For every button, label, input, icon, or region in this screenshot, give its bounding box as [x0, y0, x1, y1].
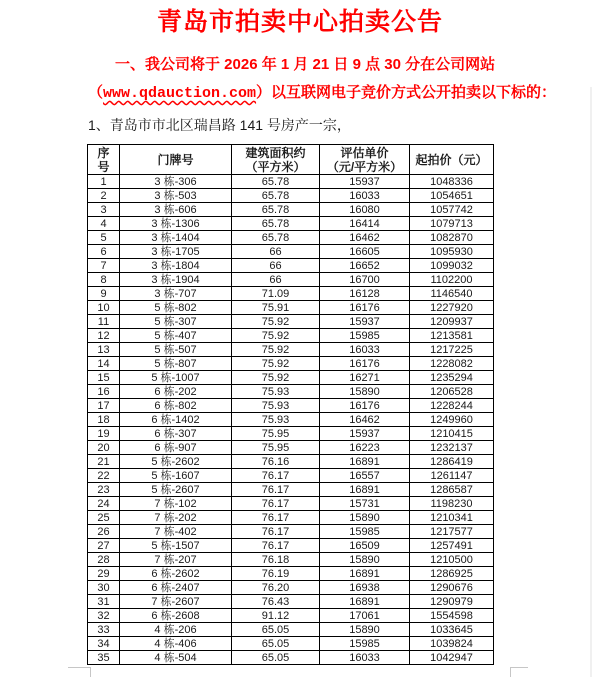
- cell-unit-price: 15937: [320, 427, 410, 441]
- cell-index: 7: [88, 259, 120, 273]
- cell-area: 75.92: [232, 315, 320, 329]
- cell-start-price: 1039824: [410, 637, 494, 651]
- cell-area: 75.93: [232, 385, 320, 399]
- cell-door-number: 5 栋-1007: [120, 371, 232, 385]
- cell-index: 27: [88, 539, 120, 553]
- cell-index: 30: [88, 581, 120, 595]
- table-row: [88, 553, 494, 567]
- cell-start-price: 1079713: [410, 217, 494, 231]
- cell-door-number: 5 栋-407: [120, 329, 232, 343]
- cell-door-number: 5 栋-1507: [120, 539, 232, 553]
- cell-area: 76.16: [232, 455, 320, 469]
- cell-unit-price: 17061: [320, 609, 410, 623]
- cell-start-price: 1235294: [410, 371, 494, 385]
- cell-unit-price: 15937: [320, 175, 410, 189]
- cell-start-price: 1146540: [410, 287, 494, 301]
- column-header-index-line1: 序: [97, 145, 110, 160]
- table-row: [88, 231, 494, 245]
- cell-door-number: 3 栋-1705: [120, 245, 232, 259]
- page-margin-corner-left: [68, 667, 91, 677]
- table-row: [88, 511, 494, 525]
- cell-unit-price: 16891: [320, 483, 410, 497]
- cell-unit-price: 16033: [320, 343, 410, 357]
- table-row: [88, 175, 494, 189]
- cell-door-number: 5 栋-507: [120, 343, 232, 357]
- cell-start-price: 1082870: [410, 231, 494, 245]
- column-header-index-line2: 号: [97, 159, 110, 174]
- cell-index: 5: [88, 231, 120, 245]
- cell-door-number: 6 栋-1402: [120, 413, 232, 427]
- table-row: [88, 455, 494, 469]
- cell-index: 8: [88, 273, 120, 287]
- cell-door-number: 7 栋-207: [120, 553, 232, 567]
- table-row: [88, 623, 494, 637]
- cell-start-price: 1057742: [410, 203, 494, 217]
- cell-unit-price: 16033: [320, 651, 410, 665]
- cell-index: 13: [88, 343, 120, 357]
- column-header-index: [88, 145, 120, 175]
- cell-index: 2: [88, 189, 120, 203]
- cell-start-price: 1095930: [410, 245, 494, 259]
- page-margin-corner-right: [510, 667, 528, 677]
- cell-area: 76.43: [232, 595, 320, 609]
- cell-door-number: 3 栋-707: [120, 287, 232, 301]
- cell-index: 33: [88, 623, 120, 637]
- cell-door-number: 4 栋-504: [120, 651, 232, 665]
- auction-website-link[interactable]: www.qdauction.com: [103, 85, 257, 102]
- cell-unit-price: 16891: [320, 595, 410, 609]
- cell-start-price: 1217225: [410, 343, 494, 357]
- cell-start-price: 1249960: [410, 413, 494, 427]
- cell-index: 14: [88, 357, 120, 371]
- cell-door-number: 7 栋-402: [120, 525, 232, 539]
- cell-unit-price: 16176: [320, 301, 410, 315]
- cell-start-price: 1286925: [410, 567, 494, 581]
- cell-start-price: 1257491: [410, 539, 494, 553]
- cell-area: 65.78: [232, 203, 320, 217]
- cell-area: 71.09: [232, 287, 320, 301]
- cell-door-number: 3 栋-1404: [120, 231, 232, 245]
- table-row: [88, 469, 494, 483]
- table-row: [88, 441, 494, 455]
- cell-start-price: 1054651: [410, 189, 494, 203]
- cell-area: 75.92: [232, 343, 320, 357]
- cell-start-price: 1217577: [410, 525, 494, 539]
- cell-door-number: 3 栋-503: [120, 189, 232, 203]
- cell-start-price: 1286587: [410, 483, 494, 497]
- cell-unit-price: 16462: [320, 231, 410, 245]
- cell-start-price: 1554598: [410, 609, 494, 623]
- cell-area: 76.17: [232, 469, 320, 483]
- cell-start-price: 1290676: [410, 581, 494, 595]
- intro-line2: [88, 79, 557, 108]
- cell-start-price: 1048336: [410, 175, 494, 189]
- cell-index: 29: [88, 567, 120, 581]
- cell-door-number: 3 栋-1306: [120, 217, 232, 231]
- cell-index: 3: [88, 203, 120, 217]
- column-header-unit-price: [320, 145, 410, 175]
- column-header-area-line2: （平方米）: [245, 159, 306, 174]
- table-row: [88, 651, 494, 665]
- cell-door-number: 6 栋-202: [120, 385, 232, 399]
- table-row: [88, 497, 494, 511]
- cell-start-price: 1102200: [410, 273, 494, 287]
- cell-door-number: 5 栋-2607: [120, 483, 232, 497]
- cell-unit-price: 16176: [320, 357, 410, 371]
- table-row: [88, 413, 494, 427]
- cell-door-number: 5 栋-307: [120, 315, 232, 329]
- table-row: [88, 595, 494, 609]
- cell-unit-price: 16462: [320, 413, 410, 427]
- cell-unit-price: 15890: [320, 553, 410, 567]
- cell-door-number: 7 栋-202: [120, 511, 232, 525]
- cell-index: 20: [88, 441, 120, 455]
- item-heading: 1、青岛市市北区瑞昌路 141 号房产一宗，: [88, 117, 351, 133]
- page-edge-line: [590, 87, 592, 677]
- cell-start-price: 1042947: [410, 651, 494, 665]
- cell-area: 66: [232, 245, 320, 259]
- cell-area: 65.05: [232, 651, 320, 665]
- cell-door-number: 5 栋-802: [120, 301, 232, 315]
- cell-start-price: 1213581: [410, 329, 494, 343]
- cell-area: 65.05: [232, 637, 320, 651]
- cell-area: 75.92: [232, 329, 320, 343]
- table-row: [88, 399, 494, 413]
- cell-door-number: 6 栋-802: [120, 399, 232, 413]
- cell-door-number: 5 栋-2602: [120, 455, 232, 469]
- cell-area: 65.78: [232, 175, 320, 189]
- table-row: [88, 189, 494, 203]
- cell-area: 75.95: [232, 441, 320, 455]
- column-header-door-number: 门牌号: [120, 145, 232, 175]
- cell-unit-price: 16080: [320, 203, 410, 217]
- auction-table-body: [88, 175, 494, 665]
- column-header-unit-price-line1: 评估单价: [340, 145, 389, 160]
- cell-index: 24: [88, 497, 120, 511]
- cell-area: 76.18: [232, 553, 320, 567]
- cell-index: 15: [88, 371, 120, 385]
- cell-area: 75.95: [232, 427, 320, 441]
- cell-unit-price: 16128: [320, 287, 410, 301]
- cell-area: 66: [232, 273, 320, 287]
- cell-index: 19: [88, 427, 120, 441]
- cell-start-price: 1210415: [410, 427, 494, 441]
- cell-unit-price: 15731: [320, 497, 410, 511]
- cell-unit-price: 15985: [320, 637, 410, 651]
- cell-unit-price: 16700: [320, 273, 410, 287]
- cell-door-number: 3 栋-1804: [120, 259, 232, 273]
- table-row: [88, 203, 494, 217]
- cell-unit-price: 16938: [320, 581, 410, 595]
- cell-unit-price: 15985: [320, 525, 410, 539]
- cell-index: 21: [88, 455, 120, 469]
- table-row: [88, 371, 494, 385]
- table-row: [88, 567, 494, 581]
- cell-start-price: 1228082: [410, 357, 494, 371]
- table-row: [88, 385, 494, 399]
- table-row: [88, 525, 494, 539]
- cell-unit-price: 15890: [320, 623, 410, 637]
- cell-unit-price: 16033: [320, 189, 410, 203]
- cell-area: 65.78: [232, 231, 320, 245]
- cell-unit-price: 15890: [320, 511, 410, 525]
- cell-index: 26: [88, 525, 120, 539]
- table-row: [88, 245, 494, 259]
- cell-unit-price: 15937: [320, 315, 410, 329]
- cell-unit-price: 16271: [320, 371, 410, 385]
- cell-index: 22: [88, 469, 120, 483]
- cell-start-price: 1099032: [410, 259, 494, 273]
- cell-start-price: 1232137: [410, 441, 494, 455]
- table-row: [88, 329, 494, 343]
- cell-door-number: 6 栋-307: [120, 427, 232, 441]
- cell-start-price: 1206528: [410, 385, 494, 399]
- column-header-area-line1: 建筑面积约: [245, 145, 306, 160]
- cell-area: 66: [232, 259, 320, 273]
- cell-unit-price: 16891: [320, 567, 410, 581]
- cell-unit-price: 16605: [320, 245, 410, 259]
- cell-index: 18: [88, 413, 120, 427]
- cell-index: 34: [88, 637, 120, 651]
- cell-door-number: 5 栋-807: [120, 357, 232, 371]
- cell-index: 17: [88, 399, 120, 413]
- cell-index: 25: [88, 511, 120, 525]
- cell-unit-price: 16414: [320, 217, 410, 231]
- table-row: [88, 483, 494, 497]
- cell-door-number: 6 栋-2602: [120, 567, 232, 581]
- cell-door-number: 4 栋-206: [120, 623, 232, 637]
- table-row: [88, 273, 494, 287]
- cell-door-number: 7 栋-102: [120, 497, 232, 511]
- cell-index: 10: [88, 301, 120, 315]
- cell-unit-price: 16557: [320, 469, 410, 483]
- cell-index: 31: [88, 595, 120, 609]
- table-row: [88, 287, 494, 301]
- cell-area: 65.78: [232, 217, 320, 231]
- cell-start-price: 1228244: [410, 399, 494, 413]
- cell-area: 91.12: [232, 609, 320, 623]
- column-header-area: [232, 145, 320, 175]
- cell-index: 12: [88, 329, 120, 343]
- table-row: [88, 637, 494, 651]
- cell-area: 76.17: [232, 539, 320, 553]
- cell-door-number: 3 栋-1904: [120, 273, 232, 287]
- cell-area: 65.05: [232, 623, 320, 637]
- table-header-row: [88, 145, 494, 175]
- cell-unit-price: 16509: [320, 539, 410, 553]
- cell-start-price: 1227920: [410, 301, 494, 315]
- intro-line1: 一、我公司将于 2026 年 1 月 21 日 9 点 30 分在公司网站: [115, 56, 496, 73]
- cell-unit-price: 16652: [320, 259, 410, 273]
- cell-unit-price: 16176: [320, 399, 410, 413]
- cell-area: 65.78: [232, 189, 320, 203]
- cell-index: 6: [88, 245, 120, 259]
- cell-index: 35: [88, 651, 120, 665]
- cell-area: 76.17: [232, 483, 320, 497]
- cell-area: 76.17: [232, 511, 320, 525]
- table-row: [88, 343, 494, 357]
- cell-door-number: 6 栋-2407: [120, 581, 232, 595]
- cell-unit-price: 16223: [320, 441, 410, 455]
- table-row: [88, 581, 494, 595]
- cell-door-number: 6 栋-2608: [120, 609, 232, 623]
- table-row: [88, 609, 494, 623]
- cell-index: 1: [88, 175, 120, 189]
- cell-area: 76.19: [232, 567, 320, 581]
- cell-start-price: 1210341: [410, 511, 494, 525]
- auction-table: [87, 144, 494, 665]
- table-row: [88, 539, 494, 553]
- cell-index: 23: [88, 483, 120, 497]
- cell-start-price: 1210500: [410, 553, 494, 567]
- table-row: [88, 217, 494, 231]
- cell-door-number: 5 栋-1607: [120, 469, 232, 483]
- cell-area: 76.17: [232, 525, 320, 539]
- page-title: 青岛市拍卖中心拍卖公告: [156, 8, 443, 36]
- cell-start-price: 1033645: [410, 623, 494, 637]
- intro-line2-open-paren: （: [88, 84, 104, 101]
- cell-door-number: 3 栋-606: [120, 203, 232, 217]
- cell-start-price: 1209937: [410, 315, 494, 329]
- cell-door-number: 7 栋-2607: [120, 595, 232, 609]
- table-row: [88, 427, 494, 441]
- cell-area: 75.93: [232, 413, 320, 427]
- cell-door-number: 3 栋-306: [120, 175, 232, 189]
- cell-index: 16: [88, 385, 120, 399]
- cell-index: 28: [88, 553, 120, 567]
- cell-door-number: 4 栋-406: [120, 637, 232, 651]
- cell-unit-price: 15985: [320, 329, 410, 343]
- cell-area: 75.92: [232, 357, 320, 371]
- table-row: [88, 301, 494, 315]
- column-header-unit-price-line2: （元/平方米）: [326, 159, 403, 174]
- cell-start-price: 1286419: [410, 455, 494, 469]
- table-row: [88, 315, 494, 329]
- intro-line2-rest: ）以互联网电子竞价方式公开拍卖以下标的：: [256, 84, 557, 101]
- cell-index: 9: [88, 287, 120, 301]
- cell-door-number: 6 栋-907: [120, 441, 232, 455]
- cell-start-price: 1261147: [410, 469, 494, 483]
- column-header-start-price: 起拍价（元）: [410, 145, 494, 175]
- table-row: [88, 259, 494, 273]
- cell-index: 4: [88, 217, 120, 231]
- cell-index: 11: [88, 315, 120, 329]
- cell-start-price: 1198230: [410, 497, 494, 511]
- cell-unit-price: 16891: [320, 455, 410, 469]
- cell-area: 75.91: [232, 301, 320, 315]
- cell-area: 76.17: [232, 497, 320, 511]
- table-row: [88, 357, 494, 371]
- cell-start-price: 1290979: [410, 595, 494, 609]
- cell-area: 75.93: [232, 399, 320, 413]
- cell-area: 76.20: [232, 581, 320, 595]
- cell-area: 75.92: [232, 371, 320, 385]
- cell-index: 32: [88, 609, 120, 623]
- intro-paragraph: [88, 51, 557, 108]
- cell-unit-price: 15890: [320, 385, 410, 399]
